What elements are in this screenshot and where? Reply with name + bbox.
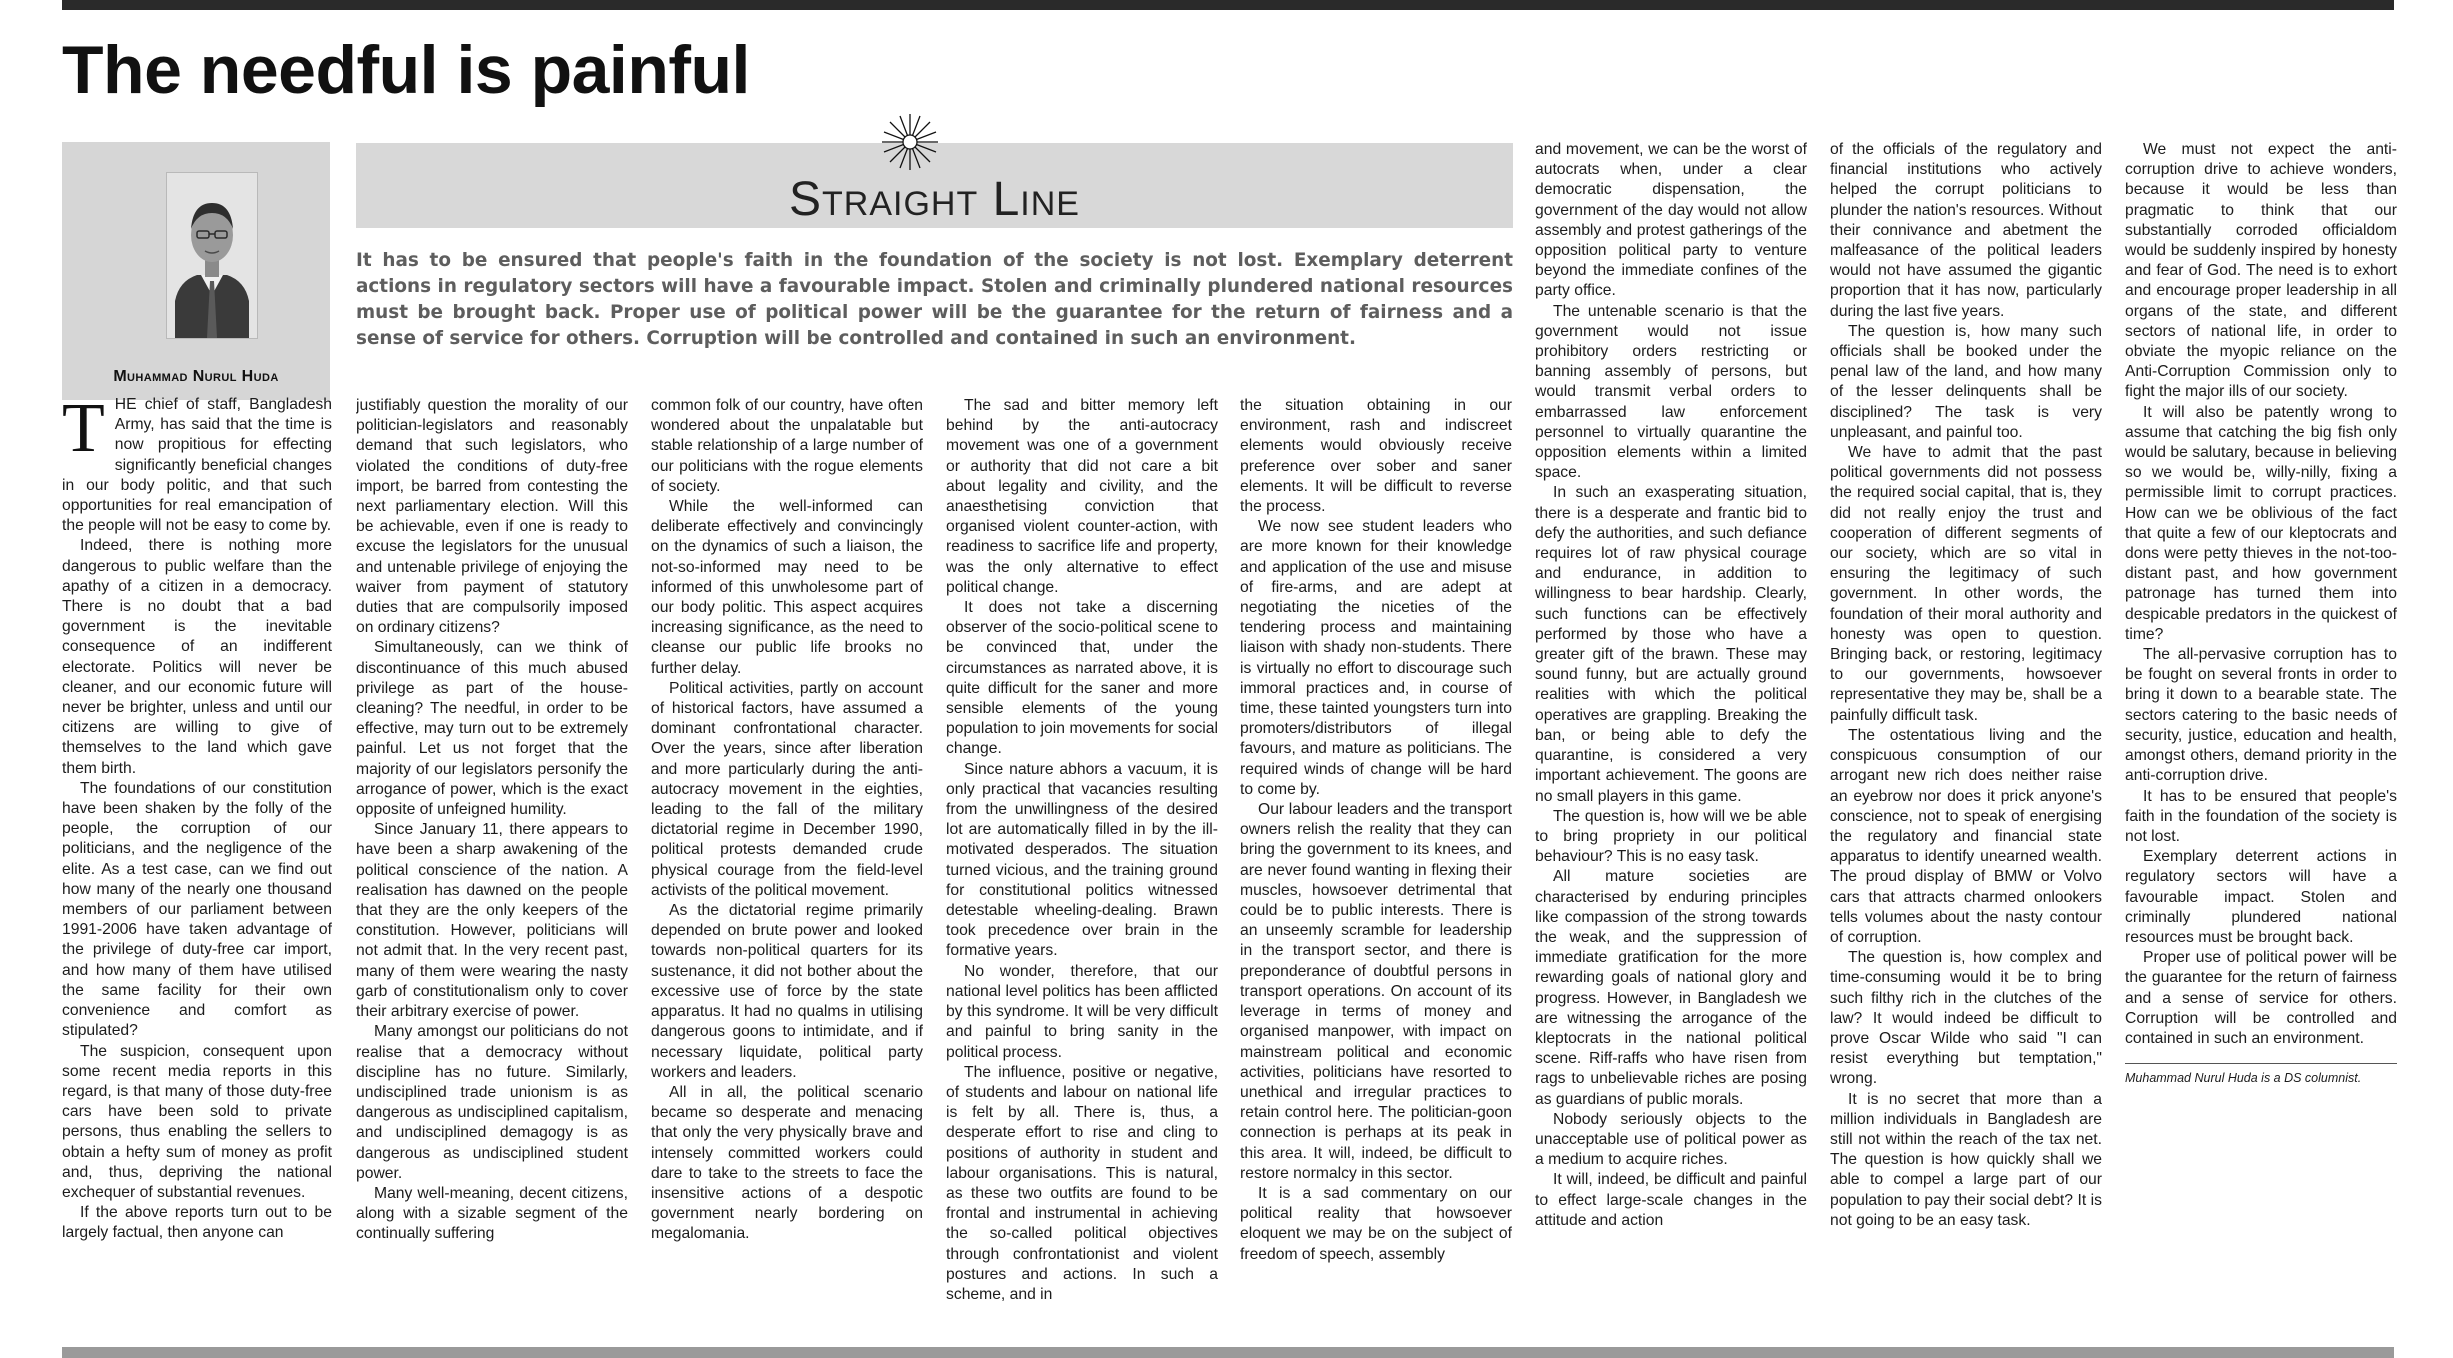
body-column-5 (1240, 396, 1512, 1339)
sparkle-star-icon (880, 112, 940, 172)
body-column-6 (1535, 140, 1807, 1339)
paragraph: Nobody seriously objects to the unacceptable use of political power as a medium to acquire riches. (1535, 1110, 1807, 1169)
bottom-rule (62, 1347, 2394, 1358)
paragraph: While the well-informed can deliberate effectively and convincingly on the dynamics of such a liaison, the not-so-informed may need to be informed of this unwholesome part of our body politic. This aspect acquires increasing significance, as the need to cleanse our public life brooks no further delay. (651, 498, 923, 677)
paragraph: of the officials of the regulatory and financial institutions who actively helped the corrupt politicians to plunder the nation's resources. Without their connivance and abetment the malfeasance of the political leaders would not have assumed the gigantic proportion that it has now, particularly during the last five years. (1830, 141, 2102, 320)
paragraph: The question is, how will we be able to bring propriety in our political behaviour? This is no easy task. (1535, 807, 1807, 866)
paragraph: In such an exasperating situation, there is a desperate and frantic bid to defy the authorities, and such defiance requires lot of raw physical courage and endurance, in addition to willingness to bear hardship. Clearly, such functions can be effectively performed by those who have a greater gift of the brawn. These may sound funny, but are actually ground realities with which the political operatives are grappling. Breaking the ban, or being able to defy the quarantine, is considered a very important achievement. The goons are no small players in this game. (1535, 484, 1807, 805)
author-box (62, 142, 330, 400)
paragraph: If the above reports turn out to be largely factual, then anyone can (62, 1204, 332, 1242)
column-title: Straight Line (789, 173, 1080, 226)
headline: The needful is painful (62, 32, 750, 108)
paragraph: All mature societies are characterised by enduring principles like compassion of the strong towards the weak, and the suppression of immediate gratification for the more rewarding goals of national glory and progress. However, in Bangladesh we are witnessing the arrogance of the kleptocrats in the national political scene. Riff-raffs who have risen from rags to unbelievable riches are posing as guardians of public morals. (1535, 868, 1807, 1108)
paragraph: Proper use of political power will be the guarantee for the return of fairness and a sense of service for others. Corruption will be controlled and contained in such an environment. (2125, 949, 2397, 1047)
paragraph-text: HE chief of staff, Bangladesh Army, has said that the time is now propitious for effecting significantly beneficial changes in our body politic, and that such opportunities for real emancipation of the people will not be easy to come by. (62, 396, 332, 535)
paragraph: It will, indeed, be difficult and painful to effect large-scale changes in the attitude and action (1535, 1171, 1807, 1229)
paragraph: As the dictatorial regime primarily depended on brute power and looked towards non-political quarters for its sustenance, it did not bother about the excessive use of force by the state apparatus. It had no qualms in utilising dangerous goons to intimidate, and if necessary liquidate, political party workers and leaders. (651, 902, 923, 1081)
paragraph (62, 395, 332, 536)
body-column-4 (946, 396, 1218, 1339)
credit-divider (2125, 1063, 2397, 1064)
body-column-8 (2125, 140, 2397, 1339)
paragraph: Since January 11, there appears to have been a sharp awakening of the political conscience of the nation. A realisation has dawned on the people that they are the only keepers of the constitution. However, politicians will not admit that. In the very recent past, many of them were wearing the nasty garb of constitutionalism only to cover their arbitrary exercise of power. (356, 821, 628, 1021)
paragraph: Simultaneously, can we think of discontinuance of this much abused privilege as part of the house-cleaning? The needful, in order to be effective, may turn out to be extremely painful. Let us not forget that the majority of our legislators personify the arrogance of power, which is the exact opposite of unfeigned humility. (356, 639, 628, 819)
paragraph: No wonder, therefore, that our national level politics has been afflicted by this syndrome. It will be very difficult and painful to bring sanity in the political process. (946, 962, 1218, 1061)
paragraph: It is a sad commentary on our political reality that howsoever eloquent we may be on the subject of freedom of speech, assembly (1240, 1184, 1512, 1263)
paragraph: Many well-meaning, decent citizens, along with a sizable segment of the continually suffering (356, 1184, 628, 1243)
paragraph: We now see student leaders who are more known for their knowledge and application of the use and misuse of fire-arms, and are adept at negotiating the niceties of the tendering process and maintaining liaison with shady non-students. There is virtually no effort to discourage such immoral practices and, in course of time, these tainted youngsters turn into promoters/distributors of illegal favours, and mature as politicians. The required winds of change will be hard to come by. (1240, 518, 1512, 798)
paragraph: It does not take a discerning observer of the socio-political scene to be convinced that, under the circumstances as narrated above, it is quite difficult for the saner and more sensible elements of the young population to join movements for social change. (946, 599, 1218, 758)
paragraph: and movement, we can be the worst of autocrats when, under a clear democratic dispensation, the government of the day would not allow assembly and protest gatherings of the opposition political party to venture beyond the immediate confines of the party office. (1535, 141, 1807, 300)
author-byline: Muhammad Nurul Huda (113, 368, 279, 385)
body-column-2 (356, 396, 628, 1339)
paragraph: Many amongst our politicians do not realise that a democracy without discipline has no future. Similarly, undisciplined trade unionism is as dangerous as undisciplined capitalism, and undisciplined demagogy is as dangerous as undisciplined student power. (356, 1023, 628, 1182)
paragraph: The all-pervasive corruption has to be fought on several fronts in order to bring it down to a bearable state. The sectors catering to the basic needs of security, justice, education and health, amongst others, demand priority in the anti-corruption drive. (2125, 646, 2397, 785)
author-photo (166, 172, 258, 339)
paragraph: The question is, how many such officials shall be booked under the penal law of the land, and how many of the lesser delinquents shall be disciplined? The task is very unpleasant, and painful too. (1830, 322, 2102, 441)
author-portrait-image (167, 173, 257, 338)
paragraph: common folk of our country, have often wondered about the unpalatable but stable relationship of a large number of our politicians with the rogue elements of society. (651, 397, 923, 495)
paragraph: We must not expect the anti-corruption drive to achieve wonders, because it would be less than pragmatic to think that our substantially corroded officialdom would be suddenly inspired by honesty and fear of God. The need is to exhort and encourage proper leadership in all organs of the state, and different sectors of national life, in order to obviate the myopic reliance on the Anti-Corruption Commission only to fight the major ills of our society. (2125, 141, 2397, 401)
body-column-1 (62, 395, 332, 1339)
paragraph: The suspicion, consequent upon some recent media reports in this regard, is that many of those duty-free cars have been sold to private persons, thus enabling the sellers to obtain a hefty sum of money as profit and, thus, depriving the national exchequer of substantial revenues. (62, 1042, 332, 1201)
paragraph: We have to admit that the past political governments did not possess the required social capital, that is, they did not really enjoy the trust and cooperation of different segments of our society, which are so vital in ensuring the legitimacy of such government. In other words, the foundation of their moral authority and honesty was open to question. Bringing back, or restoring, legitimacy to our governments, howsoever representative they may be, shall be a painfully difficult task. (1830, 444, 2102, 724)
drop-cap: T (62, 395, 105, 467)
paragraph: justifiably question the morality of our politician-legislators and reasonably demand that such legislators, who violated the conditions of duty-free import, be barred from contesting the next parliamentary election. Will this be achievable, even if one is ready to excuse the legislators for the unusual and untenable privilege of enjoying the waiver from payment of statutory duties that are compulsorily imposed on ordinary citizens? (356, 397, 628, 637)
paragraph: The untenable scenario is that the government would not issue prohibitory orders restricting or banning assembly of persons, but would transmit verbal orders to embarrassed law enforcement personnel to virtually quarantine the opposition elements within a limited space. (1535, 302, 1807, 482)
paragraph: The ostentatious living and the conspicuous consumption of our arrogant new rich does neither raise an eyebrow nor does it prick anyone's conscience, not to speak of energising the regulatory and financial state apparatus to identify unearned wealth. The proud display of BMW or Volvo cars that attracts charmed onlookers tells volumes about the nasty contour of corruption. (1830, 726, 2102, 946)
paragraph: All in all, the political scenario became so desperate and menacing that only the very physically brave and intensely committed workers could dare to take to the streets to face the insensitive actions of a despotic government nearly bordering on megalomania. (651, 1083, 923, 1243)
paragraph: The question is, how complex and time-consuming would it be to bring such filthy rich in the clutches of the law? It would indeed be difficult to prove Oscar Wilde who said "I can resist everything but temptation," wrong. (1830, 949, 2102, 1088)
top-rule (62, 0, 2394, 10)
paragraph: The influence, positive or negative, of students and labour on national life is felt by all. There is, thus, a desperate effort to rise and cling to positions of authority in student and labour organisations. This is natural, as these two outfits are found to be frontal and instrumental in achieving the so-called political objectives through confrontationist and violent postures and actions. In such a scheme, and in (946, 1063, 1218, 1303)
article-deck: It has to be ensured that people's faith in the foundation of the society is not lost. Exemplary deterrent actions in regulatory sectors will have a favourable impact. Stolen and criminally plundered national resources must be brought back. Proper use of political power will be the guarantee for the return of fairness and a sense of service for others. Corruption will be controlled and contained in such an environment. (356, 250, 1513, 349)
paragraph: It has to be ensured that people's faith in the foundation of the society is not lost. (2125, 787, 2397, 845)
paragraph: The foundations of our constitution have been shaken by the folly of the people, the corruption of our politicians, and the negligence of the elite. As a test case, can we find out how many of the nearly one thousand members of our parliament between 1991-2006 have taken advantage of the privilege of duty-free car import, and how many of them have utilised the same facility for their own convenience and comfort as stipulated? (62, 779, 332, 1040)
author-credit: Muhammad Nurul Huda is a DS columnist. (2125, 1071, 2362, 1086)
paragraph: Since nature abhors a vacuum, it is only practical that vacancies resulting from the unwillingness of the desired lot are automatically filled in by the ill-motivated desperados. The situation turned vicious, and the training ground for constitutional politics witnessed detestable wheeling-dealing. Brawn took precedence over brain in the formative years. (946, 760, 1218, 960)
body-column-7 (1830, 140, 2102, 1339)
paragraph: Indeed, there is nothing more dangerous to public welfare than the apathy of a citizen in a democracy. There is no doubt that a bad government is the inevitable consequence of an indifferent electorate. Politics will never be cleaner, and our economic future will never be brighter, unless and until our citizens are willing to give of themselves to the land which gave them birth. (62, 537, 332, 777)
paragraph: Our labour leaders and the transport owners relish the reality that they can bring the government to its knees, and are never found wanting in flexing their muscles, howsoever detrimental that could be to public interests. There is an unseemly scramble for leadership in the transport sector, and there is preponderance of doubtful persons in transport operations. On account of its leverage in terms of money and organised manpower, with impact on mainstream political and economic activities, politicians have resorted to unethical and irregular practices to retain control here. The politician-goon connection is perhaps at its peak in this area. It will, indeed, be difficult to restore normalcy in this sector. (1240, 801, 1512, 1182)
paragraph: It will also be patently wrong to assume that catching the big fish only would be salutary, because in believing so we would be, willy-nilly, fixing a permissible limit to corrupt practices. How can we be oblivious of the fact that quite a few of our kleptocrats and dons were petty thieves in the not-too-distant past, and how government patronage has turned them into despicable predators in the quickest of time? (2125, 403, 2397, 643)
paragraph: Exemplary deterrent actions in regulatory sectors will have a favourable impact. Stolen and criminally plundered national resources must be brought back. (2125, 848, 2397, 946)
paragraph: Political activities, partly on account of historical factors, have assumed a dominant confrontational character. Over the years, since after liberation and more particularly during the anti-autocracy movement in the eighties, leading to the fall of the military dictatorial regime in December 1990, political protests demanded crude physical courage from the field-level activists of the political movement. (651, 679, 923, 899)
paragraph: The sad and bitter memory left behind by the anti-autocracy movement was one of a government or authority that did not care a bit about legality and civility, and the anaesthetising conviction that organised violent counter-action, with readiness to sacrifice life and property, was the only alternative to effect political change. (946, 397, 1218, 596)
body-column-3 (651, 396, 923, 1339)
paragraph: It is no secret that more than a million individuals in Bangladesh are still not within the reach of the tax net. The question is how quickly shall we able to compel a large part of our population to pay their social debt? It is not going to be an easy task. (1830, 1090, 2102, 1229)
paragraph: the situation obtaining in our environment, rash and indiscreet elements would obviously receive preference over sober and saner elements. It will be difficult to reverse the process. (1240, 397, 1512, 516)
